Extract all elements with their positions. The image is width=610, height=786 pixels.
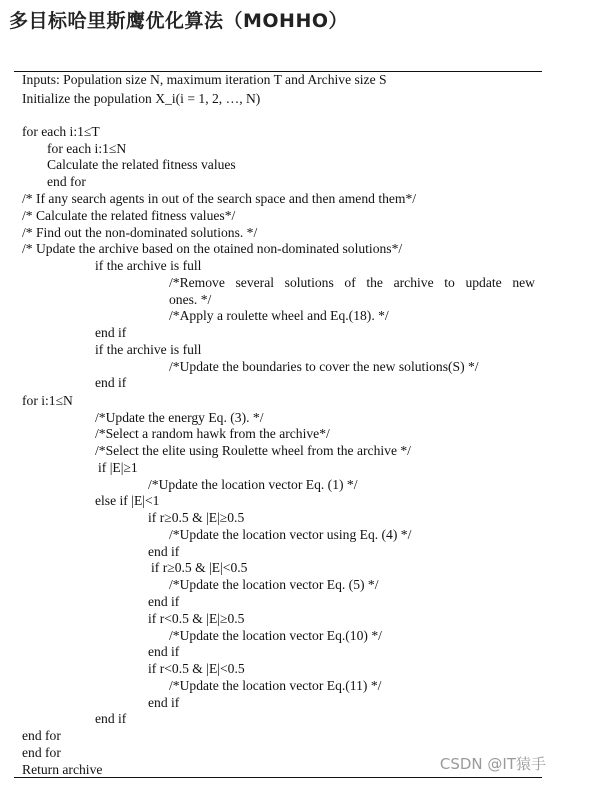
algo-line: end for: [22, 745, 61, 760]
algo-line: end if: [148, 695, 180, 710]
algo-line: if r<0.5 & |E|<0.5: [148, 661, 245, 676]
algo-line: /*Select a random hawk from the archive*/: [95, 426, 330, 441]
algo-line: /* Calculate the related fitness values*/: [22, 208, 236, 223]
algo-line: /* Update the archive based on the otained non-dominated solutions*/: [22, 241, 403, 256]
algo-line: if r≥0.5 & |E|<0.5: [151, 560, 248, 575]
algo-line: for each i:1≤T: [22, 124, 100, 139]
algo-line: end if: [95, 711, 127, 726]
algo-line-init: [22, 91, 260, 107]
algo-line: end if: [95, 325, 127, 340]
algo-line: if the archive is full: [95, 258, 202, 273]
algo-line-text: Initialize the population X_i(i = 1, 2, …, N): [22, 91, 261, 106]
algo-line: for i:1≤N: [22, 393, 73, 408]
algo-line: if |E|≥1: [98, 460, 138, 475]
algo-line: /* If any search agents in out of the search space and then amend them*/: [22, 191, 417, 206]
algo-line: /*Apply a roulette wheel and Eq.(18). */: [169, 308, 389, 323]
page-title: 多目标哈里斯鹰优化算法（MOHHO）: [9, 10, 349, 32]
watermark: CSDN @IT猿手: [439, 755, 546, 773]
algo-line: /*Update the location vector Eq. (1) */: [148, 477, 358, 492]
bottom-rule: [14, 777, 542, 778]
algo-line: else if |E|<1: [95, 493, 160, 508]
algo-line: end if: [95, 375, 127, 390]
algo-line: end for: [47, 174, 86, 189]
algo-line: Inputs: Population size N, maximum iteration T and Archive size S: [22, 72, 387, 87]
algo-line: end if: [148, 644, 180, 659]
algo-line: end if: [148, 594, 180, 609]
algo-line: /* Find out the non-dominated solutions. */: [22, 225, 258, 240]
algo-line: if the archive is full: [95, 342, 202, 357]
algo-line: end for: [22, 728, 61, 743]
algo-line: /*Remove several solutions of the archive to update new: [169, 275, 535, 290]
algo-line: ones. */: [169, 292, 212, 307]
algo-line: if r<0.5 & |E|≥0.5: [148, 611, 245, 626]
algo-line: end if: [148, 544, 180, 559]
algo-line: if r≥0.5 & |E|≥0.5: [148, 510, 245, 525]
algo-line: /*Update the location vector Eq.(11) */: [169, 678, 382, 693]
algo-line: /*Update the energy Eq. (3). */: [95, 410, 264, 425]
algo-line: /*Update the boundaries to cover the new solutions(S) */: [169, 359, 479, 374]
algo-line: for each i:1≤N: [47, 141, 127, 156]
algo-line: /*Update the location vector using Eq. (4) */: [169, 527, 412, 542]
algo-line: Return archive: [22, 762, 103, 777]
algo-line: /*Update the location vector Eq. (5) */: [169, 577, 379, 592]
algo-line: /*Select the elite using Roulette wheel from the archive */: [95, 443, 411, 458]
algo-line: Calculate the related fitness values: [47, 157, 236, 172]
algo-line: /*Update the location vector Eq.(10) */: [169, 628, 382, 643]
